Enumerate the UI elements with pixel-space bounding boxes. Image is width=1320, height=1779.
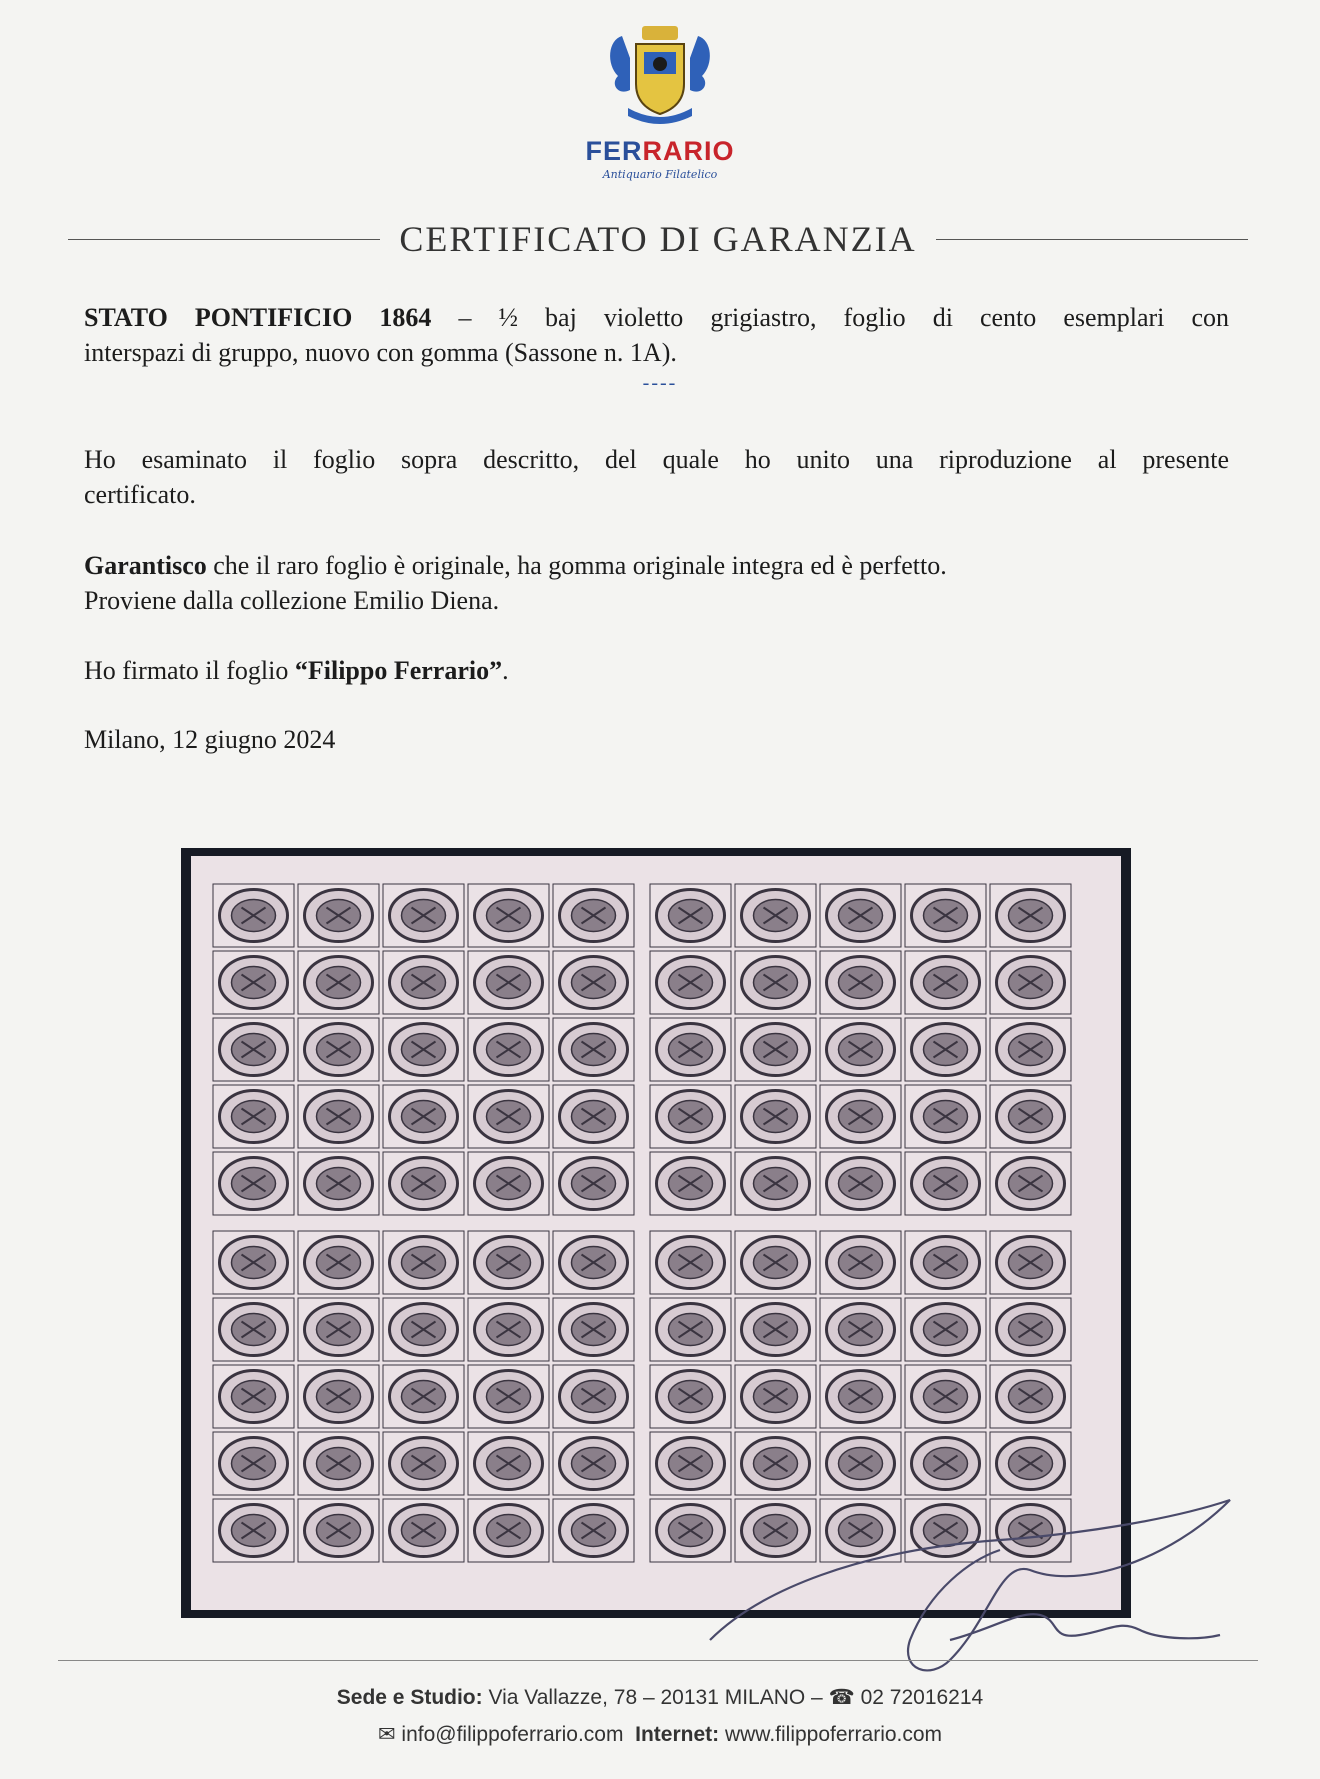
provenance-line: Proviene dalla collezione Emilio Diena. [84,586,500,615]
signed-suffix: . [502,656,509,685]
brand-part-1: FER [585,136,643,166]
description-bold: STATO PONTIFICIO 1864 [84,303,432,332]
brand-tagline: Antiquario Filatelico [602,168,718,181]
place-date: Milano, 12 giugno 2024 [84,725,336,754]
web-link[interactable]: www.filippoferrario.com [719,1723,943,1746]
crest-icon [600,18,720,130]
examined-line-2: certificato. [84,480,196,509]
title-row [68,214,1248,264]
guarantee-text: che il raro foglio è originale, ha gomma originale integra ed è perfetto. [206,551,947,580]
footer-contact-line [0,1722,1320,1747]
certificate-title: CERTIFICATO DI GARANZIA [399,219,917,259]
examined-line-1: Ho esaminato il foglio sopra descritto, del quale ho unito una riproduzione al presente [84,445,1229,474]
office-label: Sede e Studio: [336,1686,483,1709]
title-rule-right [936,239,1248,240]
email-link[interactable]: info@filippoferrario.com [395,1723,624,1746]
envelope-icon: ✉ [377,1723,396,1746]
office-address: Via Vallazze, 78 – 20131 MILANO – [482,1686,829,1709]
phone-number[interactable]: 02 72016214 [854,1686,984,1709]
brand-name [0,136,1320,167]
guarantee-line [84,548,1229,583]
signed-line [84,653,1229,688]
handwritten-signature [700,1440,1240,1690]
signed-name: “Filippo Ferrario” [294,656,503,685]
brand-part-2: RARIO [642,136,735,166]
separator: ---- [642,372,678,394]
footer-rule [58,1660,1258,1661]
description-text-1: – ½ baj violetto grigiastro, foglio di cento esemplari con [431,303,1229,332]
guarantee-bold: Garantisco [84,551,207,580]
description-line-1 [84,300,1229,335]
description-line-2: interspazi di gruppo, nuovo con gomma (Sassone n. 1A). [84,338,677,367]
signed-prefix: Ho firmato il foglio [84,656,295,685]
phone-icon: ☎ [828,1686,855,1709]
title-rule-left [68,239,380,240]
crest-logo [600,18,720,130]
footer-address-line [0,1685,1320,1710]
web-label: Internet: [635,1723,720,1746]
